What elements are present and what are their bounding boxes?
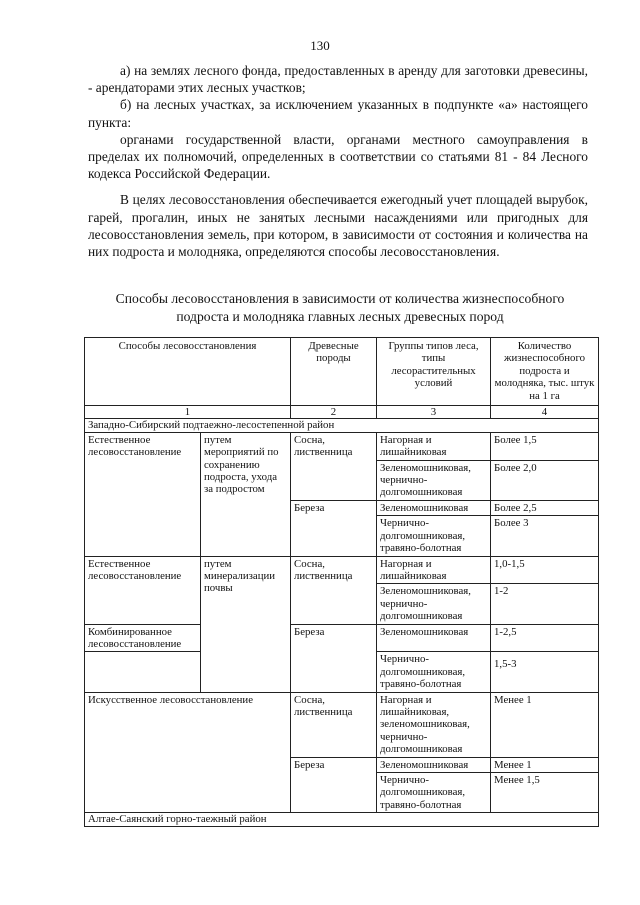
header-quantity: Количество жизнеспособного подроста и молодняка, тыс. штук на 1 га: [491, 338, 599, 406]
method-cell: Естественное лесовосстановление: [85, 432, 201, 556]
forest-type-cell: Чернично-долгомошниковая, травяно-болотная: [377, 773, 491, 813]
table-row: [85, 556, 599, 584]
column-number: 4: [491, 406, 599, 419]
paragraph-b: б) на лесных участках, за исключением указанных в подпункте «а» настоящего пункта:: [88, 97, 588, 130]
species-cell: Сосна, лиственница: [291, 692, 377, 757]
section-title-line-1: Способы лесовосстановления в зависимости от количества жизнеспособного: [115, 291, 565, 306]
reforestation-methods-table: [84, 337, 599, 827]
sub-method-cell: путем минерализации почвы: [201, 556, 291, 692]
quantity-cell: Менее 1,5: [491, 773, 599, 813]
method-cell: Комбинированное лесовосстановление: [85, 624, 201, 652]
quantity-cell: 1-2,5: [491, 624, 599, 652]
forest-type-cell: Чернично-долгомошниковая, травяно-болотная: [377, 516, 491, 556]
table-row: [85, 432, 599, 460]
quantity-cell: Более 2,0: [491, 460, 599, 500]
forest-type-cell: Нагорная и лишайниковая, зеленомошниковая, чернично-долгомошниковая: [377, 692, 491, 757]
quantity-cell: 1,0-1,5: [491, 556, 599, 584]
quantity-cell: 1,5-3: [491, 652, 599, 692]
paragraph-a: а) на землях лесного фонда, предоставленных в аренду для заготовки древесины, - арендаторами этих лесных участков;: [88, 63, 588, 96]
body-text: [88, 62, 588, 260]
sub-method-cell: путем мероприятий по сохранению подроста, ухода за подростом: [201, 432, 291, 556]
region-altai-sayan: Алтае-Саянский горно-таежный район: [85, 813, 599, 826]
column-number: 1: [85, 406, 291, 419]
region-west-siberian: Западно-Сибирский подтаежно-лесостепенной район: [85, 419, 599, 432]
column-number-row: [85, 406, 599, 419]
quantity-cell: Менее 1: [491, 757, 599, 772]
table-row: [85, 624, 599, 652]
species-cell: Сосна, лиственница: [291, 556, 377, 624]
header-species: Древесные породы: [291, 338, 377, 406]
method-cell: Искусственное лесовосстановление: [85, 692, 291, 813]
column-number: 2: [291, 406, 377, 419]
region-row: [85, 419, 599, 432]
header-forest-types: Группы типов леса, типы лесорастительных условий: [377, 338, 491, 406]
paragraph-authorities: органами государственной власти, органами местного самоуправления в пределах их полномочий, определенных в соответствии со статьями 81 - 84 Лесного кодекса Российской Федерации.: [88, 131, 588, 182]
forest-type-cell: Зеленомошниковая: [377, 624, 491, 652]
species-cell: Береза: [291, 757, 377, 813]
species-cell: Береза: [291, 624, 377, 692]
forest-type-cell: Чернично-долгомошниковая, травяно-болотная: [377, 652, 491, 692]
table-row: [85, 692, 599, 757]
forest-type-cell: Зеленомошниковая: [377, 500, 491, 515]
quantity-cell: Менее 1: [491, 692, 599, 757]
species-cell: Сосна, лиственница: [291, 432, 377, 500]
species-cell: Береза: [291, 500, 377, 556]
page-number: 130: [310, 38, 330, 53]
section-title: [70, 290, 610, 325]
table-header-row: [85, 338, 599, 406]
forest-type-cell: Нагорная и лишайниковая: [377, 556, 491, 584]
header-methods: Способы лесовосстановления: [85, 338, 291, 406]
quantity-cell: Более 2,5: [491, 500, 599, 515]
quantity-cell: Более 1,5: [491, 432, 599, 460]
method-cell: Естественное лесовосстановление: [85, 556, 201, 624]
forest-type-cell: Нагорная и лишайниковая: [377, 432, 491, 460]
quantity-cell: Более 3: [491, 516, 599, 556]
column-number: 3: [377, 406, 491, 419]
section-title-line-2: подроста и молодняка главных лесных древесных пород: [176, 308, 504, 324]
forest-type-cell: Зеленомошниковая, чернично-долгомошниковая: [377, 460, 491, 500]
paragraph-accounting: В целях лесовосстановления обеспечивается ежегодный учет площадей вырубок, гарей, прогалин, иных не занятых лесными насаждениями или пригодных для лесовосстановления земель, при котором, в зависимости от состояния и количества на них подроста и молодняка, определяются способы лесовосстановления.: [88, 192, 588, 260]
forest-type-cell: Зеленомошниковая: [377, 757, 491, 772]
quantity-cell: 1-2: [491, 584, 599, 624]
region-row: [85, 813, 599, 826]
method-cell-empty: [85, 652, 201, 692]
forest-type-cell: Зеленомошниковая, чернично-долгомошниковая: [377, 584, 491, 624]
